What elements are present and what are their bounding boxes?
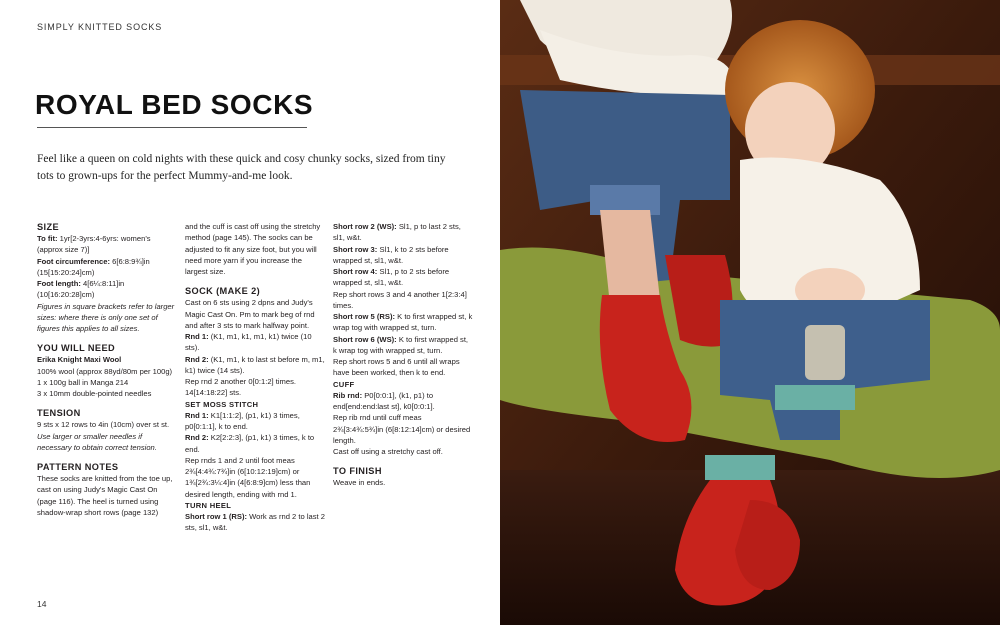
foot-circumference-value: 6[6:8:9¾]in (15[15:20:24]cm) <box>37 256 150 277</box>
short-row-1-value: Work as rnd 2 to last 2 sts, sl1, w&t. <box>185 512 325 533</box>
size-foot-circumference <box>37 256 175 279</box>
size-fit-value: 1yr[2-3yrs:4-6yrs: women's (approx size 7)] <box>37 234 151 255</box>
rib-rnd-value: P0[0:0:1], (k1, p1) to end[end:end:last st], k0[0:0:1]. <box>333 390 435 411</box>
short-row-repeat-2: Rep short rows 5 and 6 until all wraps have been worked, then k to end. <box>333 357 460 378</box>
photo-mother-and-child-in-red-socks <box>500 0 1000 625</box>
short-row-4-value: Sl1, p to 2 sts before wrapped st, sl1, w&t. <box>333 267 450 288</box>
intro-text: Feel like a queen on cold nights with these quick and cosy chunky socks, sized from tiny tots to grown-ups for the perfect Mummy-and-me look. <box>37 153 446 182</box>
rnd-1-label: Rnd 1: <box>185 332 209 341</box>
tension-line: 9 sts x 12 rows to 4in (10cm) over st st. <box>37 420 170 430</box>
size-fit-label: To fit: <box>37 234 58 243</box>
sock-heading: SOCK (MAKE 2) <box>185 286 261 297</box>
page-title: ROYAL BED SOCKS <box>35 89 314 120</box>
moss-rnd-1-value: K1[1:1:2], (p1, k1) 3 times, p0[0:1:1], k to end. <box>185 410 300 431</box>
short-row-1 <box>185 511 325 534</box>
short-row-3-label: Short row 3: <box>333 244 378 254</box>
rnd-2-label: Rnd 2: <box>185 354 209 364</box>
rib-rnd <box>333 390 473 413</box>
need-heading: YOU WILL NEED <box>37 343 116 354</box>
cuff-heading: CUFF <box>333 379 355 389</box>
child-jeans-cuff-pattern-2 <box>705 455 775 480</box>
cast-off: Cast off using a stretchy cast off. <box>333 447 443 456</box>
rib-repeat: Rep rib rnd until cuff meas 2¾[3:4¾:5¾]in (6[8:12:14]cm) or desired length. <box>333 413 471 445</box>
short-row-6 <box>333 334 473 357</box>
short-row-repeat: Rep short rows 3 and 4 another 1[2:3:4] times. <box>333 289 467 310</box>
column-1 <box>37 221 175 518</box>
rnd-2-value: (K1, m1, k to last st before m, m1, k1) twice (14 sts). <box>185 354 325 375</box>
foot-length-value: 4[6¼:8:11]in (10[16:20:28]cm) <box>37 279 125 300</box>
size-foot-length <box>37 278 175 301</box>
short-row-5-label: Short row 5 (RS): <box>333 312 396 321</box>
moss-rnd-2 <box>185 432 325 455</box>
rnd-1 <box>185 331 325 354</box>
mother-leg <box>600 210 660 305</box>
short-row-2-label: Short row 2 (WS): <box>333 222 397 231</box>
moss-repeat: Rep rnds 1 and 2 until foot meas 2¾[4:4¾:7¾]in (6[10:12:19]cm) or 1¾[2¾:3¼:4]in (4[6:8:9]cm) less than desired length, ending with rnd 1. <box>185 455 311 499</box>
short-row-6-value: K to first wrapped st, k wrap tog with wrapped st, turn. <box>333 334 469 355</box>
needles-line: 3 x 10mm double-pointed needles <box>37 389 152 398</box>
foot-circumference-label: Foot circumference: <box>37 256 111 266</box>
short-row-4-label: Short row 4: <box>333 267 378 276</box>
running-head: SIMPLY KNITTED SOCKS <box>37 22 163 32</box>
moss-stitch-heading: SET MOSS STITCH <box>185 399 259 409</box>
short-row-3 <box>333 244 473 267</box>
cast-on-text: Cast on 6 sts using 2 dpns and Judy's Magic Cast On. Pm to mark beg of rnd and after 3 sts to mark halfway point. <box>185 298 315 330</box>
short-row-2 <box>333 221 473 244</box>
size-fit <box>37 233 175 256</box>
yarn-line-1: 100% wool (approx 88yd/80m per 100g) <box>37 366 173 376</box>
short-row-1-label: Short row 1 (RS): <box>185 512 248 521</box>
rnd-2 <box>185 354 325 377</box>
finish-heading: TO FINISH <box>333 466 382 477</box>
moss-rnd-2-label: Rnd 2: <box>185 433 209 443</box>
child-jeans-cuff-pattern <box>775 385 855 410</box>
column-2 <box>185 221 325 534</box>
repeat-rnd-2: Rep rnd 2 another 0[0:1:2] times. 14[14:18:22] sts. <box>185 377 297 398</box>
finish-text: Weave in ends. <box>333 478 386 488</box>
column-3 <box>333 221 473 489</box>
foot-length-label: Foot length: <box>37 279 81 288</box>
short-row-5-value: K to first wrapped st, k wrap tog with wrapped st, turn. <box>333 312 473 333</box>
yarn-name: Erika Knight Maxi Wool <box>37 355 122 365</box>
short-row-5 <box>333 311 473 334</box>
jeans-bunny-patch <box>805 325 845 380</box>
pattern-notes-heading: PATTERN NOTES <box>37 462 119 472</box>
yarn-line-2: 1 x 100g ball in Manga 214 <box>37 377 129 387</box>
moss-rnd-1 <box>185 410 325 433</box>
moss-rnd-2-value: K2[2:2:3], (p1, k1) 3 times, k to end. <box>185 433 315 454</box>
pattern-notes-text-2: and the cuff is cast off using the stretchy method (page 145). The socks can be adjusted to fit any size foot, but you will need more yarn if you increase the largest size. <box>185 222 321 276</box>
short-row-6-label: Short row 6 (WS): <box>333 334 397 344</box>
turn-heel-heading: TURN HEEL <box>185 500 232 510</box>
size-note: Figures in square brackets refer to larger sizes: where there is only one set of figures this applies to all sizes. <box>37 301 175 333</box>
short-row-4 <box>333 266 473 289</box>
rnd-1-value: (K1, m1, k1, m1, k1) twice (10 sts). <box>185 332 312 353</box>
size-heading: SIZE <box>37 222 60 232</box>
moss-rnd-1-label: Rnd 1: <box>185 410 209 420</box>
page-number: 14 <box>37 599 47 609</box>
pattern-notes-text-1: These socks are knitted from the toe up, cast on using Judy's Magic Cast On (page 116). The heel is turned using shadow-wrap short rows (page 132) <box>37 474 173 517</box>
tension-note: Use larger or smaller needles if necessary to obtain correct tension. <box>37 431 157 452</box>
title-rule <box>37 127 307 128</box>
tension-heading: TENSION <box>37 408 81 419</box>
rib-rnd-label: Rib rnd: <box>333 390 363 400</box>
short-row-2-value: Sl1, p to last 2 sts, sl1, w&t. <box>333 222 461 243</box>
short-row-3-value: Sl1, k to 2 sts before wrapped st, sl1, w&t. <box>333 244 449 265</box>
